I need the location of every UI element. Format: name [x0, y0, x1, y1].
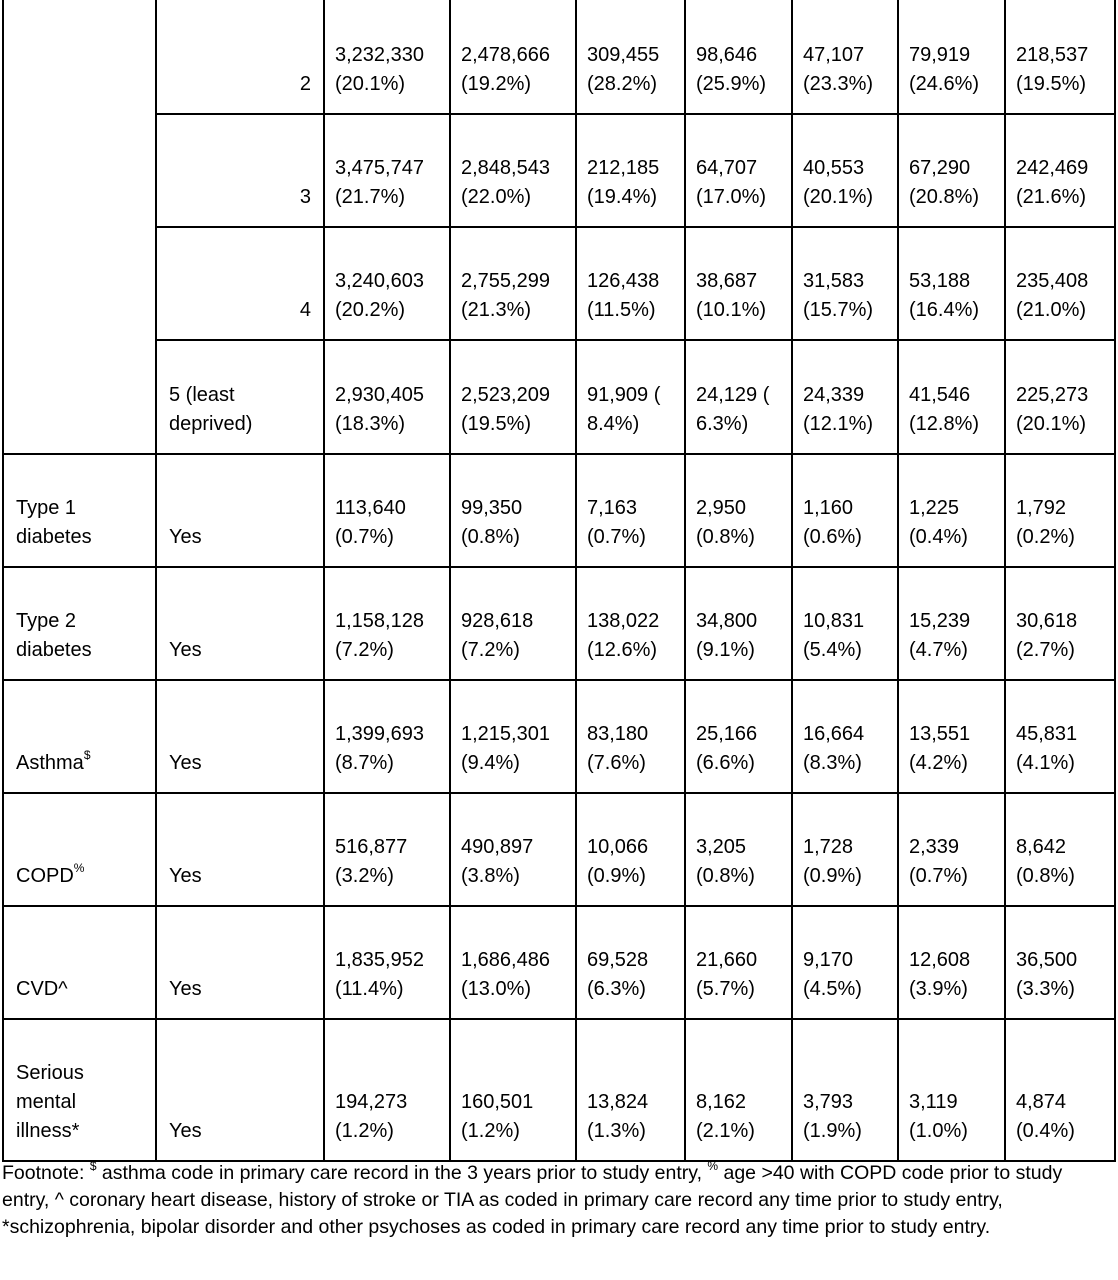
- value-cell: [685, 454, 792, 567]
- group-label-cell: [3, 1019, 156, 1161]
- value-line: (0.7%): [587, 526, 646, 548]
- value-line: (25.9%): [696, 73, 767, 95]
- value-line: (0.9%): [803, 865, 862, 887]
- level-cell: 4: [156, 227, 324, 340]
- value-line: 38,687: [696, 270, 758, 292]
- value-cell: [898, 227, 1005, 340]
- value-cell: [1005, 454, 1115, 567]
- value-line: (19.5%): [1016, 73, 1087, 95]
- table-body: [3, 0, 1115, 1161]
- value-line: (5.4%): [803, 639, 862, 661]
- value-line: (23.3%): [803, 73, 874, 95]
- value-cell: [898, 454, 1005, 567]
- value-cell: [450, 906, 576, 1019]
- value-line: 7,163: [587, 497, 638, 519]
- value-cell: [576, 340, 685, 454]
- value-line: 225,273: [1016, 384, 1089, 406]
- value-line: (9.4%): [461, 752, 520, 774]
- value-cell: [1005, 793, 1115, 906]
- value-cell: [450, 340, 576, 454]
- value-cell: [898, 906, 1005, 1019]
- value-line: 4,874: [1016, 1091, 1067, 1113]
- value-line: 10,831: [803, 610, 865, 632]
- value-cell: [450, 227, 576, 340]
- value-cell: [685, 567, 792, 680]
- table-row: [3, 567, 1115, 680]
- value-line: (0.8%): [1016, 865, 1075, 887]
- value-line: (12.1%): [803, 413, 874, 435]
- value-cell: [450, 454, 576, 567]
- value-line: (21.6%): [1016, 186, 1087, 208]
- value-line: 194,273: [335, 1091, 408, 1113]
- value-cell: [792, 0, 898, 114]
- value-line: 1,215,301: [461, 723, 550, 745]
- value-line: 490,897: [461, 836, 534, 858]
- value-cell: [324, 906, 450, 1019]
- value-line: (20.1%): [803, 186, 874, 208]
- value-line: 126,438: [587, 270, 660, 292]
- value-line: (12.6%): [587, 639, 658, 661]
- value-cell: [898, 1019, 1005, 1161]
- table-row: [3, 454, 1115, 567]
- value-line: 53,188: [909, 270, 971, 292]
- value-line: (7.6%): [587, 752, 646, 774]
- value-line: (28.2%): [587, 73, 658, 95]
- value-line: 1,158,128: [335, 610, 424, 632]
- level-cell: 3: [156, 114, 324, 227]
- value-cell: [324, 340, 450, 454]
- value-cell: [685, 227, 792, 340]
- value-cell: [685, 1019, 792, 1161]
- value-line: 98,646: [696, 44, 758, 66]
- table-row: [3, 793, 1115, 906]
- level-cell: 2: [156, 0, 324, 114]
- level-cell: Yes: [156, 567, 324, 680]
- value-cell: [576, 906, 685, 1019]
- group-label-line: COPD%: [16, 861, 85, 887]
- value-line: 160,501: [461, 1091, 534, 1113]
- value-line: 24,129 (: [696, 384, 770, 406]
- value-line: (13.0%): [461, 978, 532, 1000]
- value-cell: [685, 906, 792, 1019]
- value-line: (0.4%): [909, 526, 968, 548]
- value-line: (7.2%): [335, 639, 394, 661]
- value-line: (8.3%): [803, 752, 862, 774]
- table-row: [3, 906, 1115, 1019]
- group-label-line: CVD^: [16, 978, 68, 1000]
- value-line: (1.0%): [909, 1120, 968, 1142]
- footnote-sup-dollar: $: [89, 1158, 97, 1173]
- value-line: (17.0%): [696, 186, 767, 208]
- value-line: 8.4%): [587, 413, 640, 435]
- value-line: (11.4%): [335, 978, 404, 1000]
- value-line: (1.9%): [803, 1120, 862, 1142]
- value-cell: [685, 114, 792, 227]
- value-line: 3,240,603: [335, 270, 424, 292]
- footnote-text-rest: age >40 with COPD code prior to study entry, ^ coronary heart disease, history of stroke or TIA as coded in primary care record any time prior to study entry, *schizophrenia, bipolar disorder and other psychoses as coded in primary care record any time prior to study entry.: [2, 1162, 1063, 1238]
- value-line: (2.7%): [1016, 639, 1075, 661]
- value-cell: [576, 0, 685, 114]
- value-line: 16,664: [803, 723, 865, 745]
- value-line: (0.9%): [587, 865, 646, 887]
- value-cell: [324, 227, 450, 340]
- footnote: [2, 1160, 1102, 1241]
- value-line: 1,225: [909, 497, 960, 519]
- value-cell: [450, 0, 576, 114]
- value-line: 3,475,747: [335, 157, 424, 179]
- value-line: (19.4%): [587, 186, 658, 208]
- value-cell: [576, 680, 685, 793]
- value-line: 10,066: [587, 836, 649, 858]
- value-line: 113,640: [335, 497, 406, 519]
- value-line: 30,618: [1016, 610, 1078, 632]
- footnote-sup-percent: %: [707, 1158, 719, 1173]
- value-cell: [685, 793, 792, 906]
- level-cell: Yes: [156, 906, 324, 1019]
- value-line: (0.7%): [335, 526, 394, 548]
- value-line: 15,239: [909, 610, 971, 632]
- value-line: 3,793: [803, 1091, 854, 1113]
- value-line: 2,339: [909, 836, 960, 858]
- value-line: (2.1%): [696, 1120, 755, 1142]
- value-line: (0.8%): [696, 865, 755, 887]
- value-line: 3,119: [909, 1091, 958, 1113]
- table-row: [3, 227, 1115, 340]
- level-cell: Yes: [156, 454, 324, 567]
- value-line: (15.7%): [803, 299, 874, 321]
- value-line: (20.2%): [335, 299, 406, 321]
- value-line: 64,707: [696, 157, 758, 179]
- group-label-sup: $: [83, 748, 91, 763]
- value-cell: [1005, 567, 1115, 680]
- value-line: 138,022: [587, 610, 660, 632]
- value-line: (19.5%): [461, 413, 532, 435]
- value-cell: [685, 680, 792, 793]
- value-cell: [792, 114, 898, 227]
- value-cell: [576, 793, 685, 906]
- value-line: (0.4%): [1016, 1120, 1075, 1142]
- value-line: 8,642: [1016, 836, 1067, 858]
- value-line: 69,528: [587, 949, 649, 971]
- value-cell: [324, 1019, 450, 1161]
- value-cell: [1005, 227, 1115, 340]
- value-line: (20.1%): [1016, 413, 1087, 435]
- value-line: (3.8%): [461, 865, 520, 887]
- value-line: (1.2%): [335, 1120, 394, 1142]
- value-line: (0.7%): [909, 865, 968, 887]
- value-line: 1,686,486: [461, 949, 550, 971]
- value-cell: [576, 114, 685, 227]
- value-line: (3.2%): [335, 865, 394, 887]
- group-label-line: Type 1: [16, 497, 77, 519]
- value-cell: [450, 680, 576, 793]
- value-line: 40,553: [803, 157, 865, 179]
- value-line: 1,728: [803, 836, 854, 858]
- value-line: 6.3%): [696, 413, 749, 435]
- characteristics-table: [2, 0, 1116, 1162]
- value-line: 1,792: [1016, 497, 1067, 519]
- value-line: (22.0%): [461, 186, 532, 208]
- table-row: [3, 0, 1115, 114]
- value-line: (20.1%): [335, 73, 406, 95]
- group-label-line: illness*: [16, 1120, 80, 1142]
- group-label-cell: [3, 680, 156, 793]
- value-line: (20.8%): [909, 186, 980, 208]
- value-cell: [324, 0, 450, 114]
- value-line: 2,478,666: [461, 44, 550, 66]
- group-label-line: mental: [16, 1091, 77, 1113]
- value-line: 24,339: [803, 384, 865, 406]
- value-line: 99,350: [461, 497, 523, 519]
- level-line: 5 (least: [169, 384, 235, 406]
- value-cell: [450, 567, 576, 680]
- value-line: (4.7%): [909, 639, 968, 661]
- value-cell: [576, 227, 685, 340]
- group-label-cell: [3, 793, 156, 906]
- value-line: 235,408: [1016, 270, 1089, 292]
- value-cell: [792, 1019, 898, 1161]
- value-line: (1.2%): [461, 1120, 520, 1142]
- group-label-cell: [3, 0, 156, 454]
- value-line: 36,500: [1016, 949, 1078, 971]
- value-line: 928,618: [461, 610, 534, 632]
- value-line: 79,919: [909, 44, 971, 66]
- value-cell: [324, 567, 450, 680]
- value-line: 3,232,330: [335, 44, 424, 66]
- value-line: 1,399,693: [335, 723, 424, 745]
- value-line: 21,660: [696, 949, 758, 971]
- value-cell: [792, 680, 898, 793]
- value-cell: [685, 0, 792, 114]
- value-line: 2,848,543: [461, 157, 550, 179]
- value-line: (4.1%): [1016, 752, 1075, 774]
- value-cell: [1005, 680, 1115, 793]
- group-label-line: diabetes: [16, 526, 92, 548]
- value-cell: [1005, 0, 1115, 114]
- level-cell: Yes: [156, 1019, 324, 1161]
- value-line: 67,290: [909, 157, 971, 179]
- value-cell: [450, 793, 576, 906]
- value-cell: [792, 567, 898, 680]
- value-cell: [1005, 340, 1115, 454]
- value-line: (4.5%): [803, 978, 862, 1000]
- group-label-line: Type 2: [16, 610, 77, 632]
- value-line: 1,835,952: [335, 949, 424, 971]
- value-line: (6.3%): [587, 978, 646, 1000]
- value-line: (9.1%): [696, 639, 755, 661]
- value-cell: [792, 340, 898, 454]
- footnote-text-asthma: asthma code in primary care record in the 3 years prior to study entry,: [96, 1162, 708, 1184]
- value-line: 91,909 (: [587, 384, 661, 406]
- value-cell: [685, 340, 792, 454]
- value-cell: [1005, 114, 1115, 227]
- value-cell: [1005, 906, 1115, 1019]
- value-line: 45,831: [1016, 723, 1078, 745]
- value-cell: [898, 567, 1005, 680]
- value-line: 41,546: [909, 384, 971, 406]
- value-line: 12,608: [909, 949, 971, 971]
- value-line: (1.3%): [587, 1120, 646, 1142]
- value-line: 309,455: [587, 44, 660, 66]
- value-line: (16.4%): [909, 299, 980, 321]
- value-line: (3.3%): [1016, 978, 1075, 1000]
- value-line: 516,877: [335, 836, 408, 858]
- value-cell: [898, 680, 1005, 793]
- value-cell: [450, 114, 576, 227]
- group-label-cell: [3, 906, 156, 1019]
- value-cell: [792, 227, 898, 340]
- value-cell: [792, 454, 898, 567]
- value-line: (0.8%): [696, 526, 755, 548]
- group-label-line: Asthma$: [16, 748, 91, 774]
- table-row: [3, 1019, 1115, 1161]
- group-label-cell: [3, 454, 156, 567]
- value-line: 242,469: [1016, 157, 1089, 179]
- value-line: (24.6%): [909, 73, 980, 95]
- value-line: (11.5%): [587, 299, 656, 321]
- value-line: 9,170: [803, 949, 854, 971]
- value-line: (6.6%): [696, 752, 755, 774]
- value-line: (18.3%): [335, 413, 406, 435]
- value-line: (7.2%): [461, 639, 520, 661]
- value-cell: [792, 793, 898, 906]
- value-cell: [792, 906, 898, 1019]
- value-cell: [324, 454, 450, 567]
- value-line: (3.9%): [909, 978, 968, 1000]
- value-line: 13,824: [587, 1091, 649, 1113]
- value-cell: [324, 114, 450, 227]
- level-line: deprived): [169, 413, 253, 435]
- value-cell: [450, 1019, 576, 1161]
- value-cell: [1005, 1019, 1115, 1161]
- value-line: 2,755,299: [461, 270, 550, 292]
- value-line: (5.7%): [696, 978, 755, 1000]
- group-label-line: Serious: [16, 1062, 84, 1084]
- table-row: [3, 680, 1115, 793]
- value-line: 47,107: [803, 44, 865, 66]
- value-cell: [898, 0, 1005, 114]
- value-line: 2,523,209: [461, 384, 550, 406]
- value-line: 8,162: [696, 1091, 747, 1113]
- table-row: [3, 340, 1115, 454]
- value-line: 3,205: [696, 836, 747, 858]
- value-line: (0.2%): [1016, 526, 1075, 548]
- value-line: 31,583: [803, 270, 865, 292]
- group-label-line: diabetes: [16, 639, 92, 661]
- level-cell: [156, 340, 324, 454]
- footnote-prefix: Footnote:: [2, 1162, 90, 1184]
- value-line: 2,930,405: [335, 384, 424, 406]
- value-line: 1,160: [803, 497, 854, 519]
- value-line: 2,950: [696, 497, 747, 519]
- value-line: (10.1%): [696, 299, 767, 321]
- value-cell: [324, 680, 450, 793]
- level-cell: Yes: [156, 680, 324, 793]
- value-line: (19.2%): [461, 73, 532, 95]
- value-line: 13,551: [909, 723, 971, 745]
- value-line: (0.6%): [803, 526, 862, 548]
- value-line: (0.8%): [461, 526, 520, 548]
- value-line: (8.7%): [335, 752, 394, 774]
- value-line: 83,180: [587, 723, 649, 745]
- value-cell: [576, 454, 685, 567]
- value-cell: [576, 1019, 685, 1161]
- value-line: (21.0%): [1016, 299, 1087, 321]
- level-cell: Yes: [156, 793, 324, 906]
- value-line: 212,185: [587, 157, 660, 179]
- group-label-sup: %: [73, 861, 85, 876]
- value-cell: [898, 340, 1005, 454]
- value-line: 34,800: [696, 610, 758, 632]
- value-cell: [324, 793, 450, 906]
- value-line: (21.7%): [335, 186, 406, 208]
- value-line: 218,537: [1016, 44, 1089, 66]
- value-line: (12.8%): [909, 413, 980, 435]
- value-line: (4.2%): [909, 752, 968, 774]
- group-label-cell: [3, 567, 156, 680]
- value-line: 25,166: [696, 723, 758, 745]
- table-row: [3, 114, 1115, 227]
- value-cell: [898, 793, 1005, 906]
- value-cell: [898, 114, 1005, 227]
- value-cell: [576, 567, 685, 680]
- value-line: (21.3%): [461, 299, 532, 321]
